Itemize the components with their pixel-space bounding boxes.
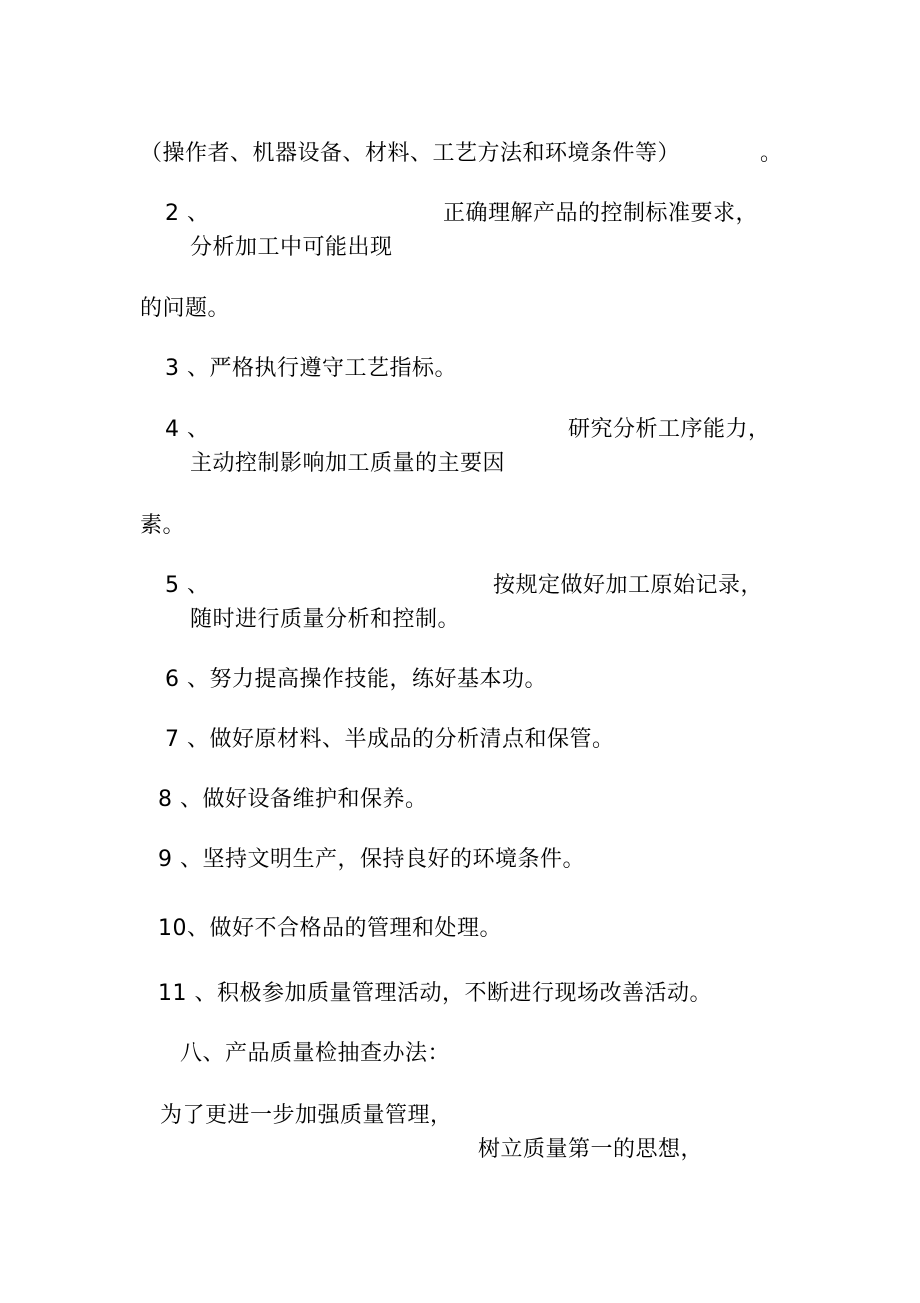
item-3: 3 、严格执行遵守工艺指标。 [165, 356, 457, 381]
item-5-number: 5 、 [165, 573, 210, 598]
item-9: 9 、坚持文明生产，保持良好的环境条件。 [158, 847, 585, 872]
paragraph-line-2: 树立质量第一的思想， [478, 1137, 704, 1162]
section-heading: 八、产品质量检抽查办法： [180, 1041, 451, 1066]
item-4-continuation: 主动控制影响加工质量的主要因 [190, 451, 506, 476]
item-4-number: 4 、 [165, 417, 210, 442]
item-11: 11 、积极参加质量管理活动，不断进行现场改善活动。 [158, 981, 712, 1006]
intro-line-end: 。 [760, 141, 783, 166]
item-8: 8 、做好设备维护和保养。 [158, 787, 428, 812]
item-2-wrap: 的问题。 [140, 296, 231, 321]
item-5-continuation: 随时进行质量分析和控制。 [190, 607, 461, 632]
item-2-number: 2 、 [165, 201, 210, 226]
item-7: 7 、做好原材料、半成品的分析清点和保管。 [165, 727, 615, 752]
item-10: 10、做好不合格品的管理和处理。 [158, 916, 502, 941]
item-4-wrap: 素。 [140, 513, 186, 538]
item-5-text: 按规定做好加工原始记录， [493, 573, 764, 598]
intro-line: （操作者、机器设备、材料、工艺方法和环境条件等） [140, 141, 681, 166]
item-4-text: 研究分析工序能力， [568, 417, 771, 442]
item-2-text: 正确理解产品的控制标准要求， [443, 201, 759, 226]
paragraph-line-1: 为了更进一步加强质量管理， [160, 1103, 453, 1128]
item-6: 6 、努力提高操作技能，练好基本功。 [165, 667, 547, 692]
item-2-continuation: 分析加工中可能出现 [190, 235, 393, 260]
